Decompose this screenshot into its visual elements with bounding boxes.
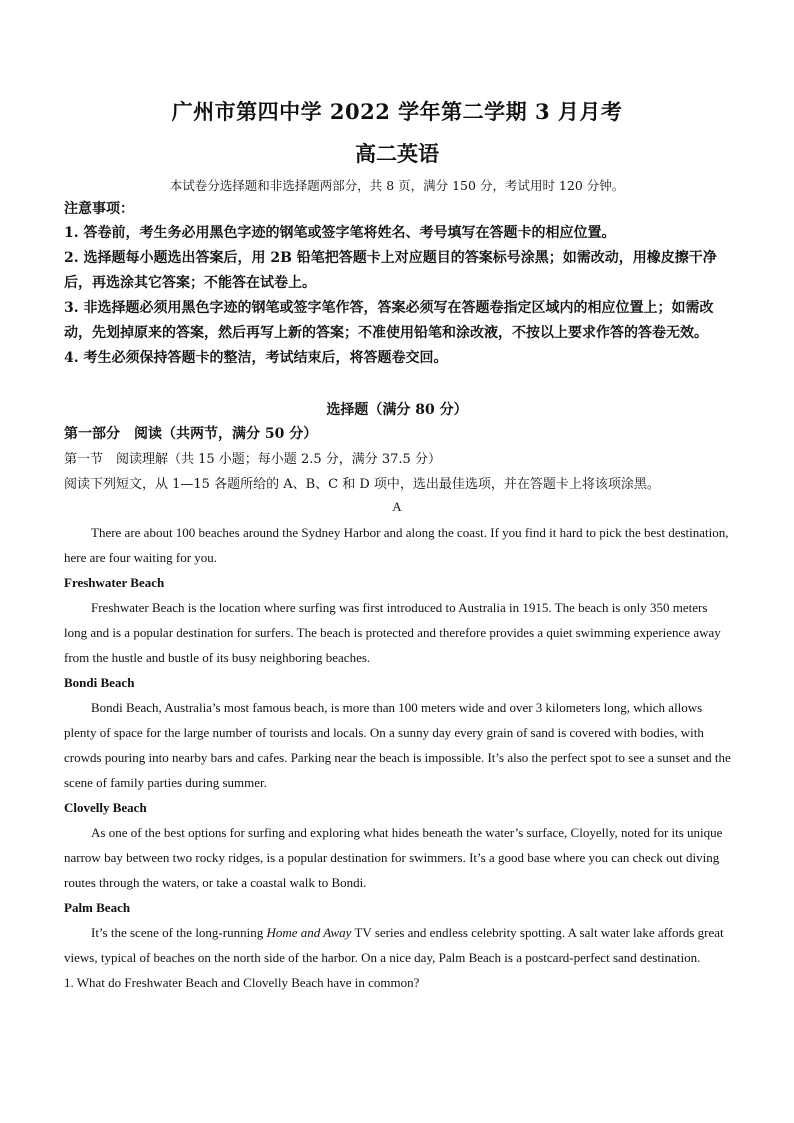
reading-passage [64,520,732,995]
reading-instruction: 阅读下列短文，从 1—15 各题所给的 A、B、C 和 D 项中，选出最佳选项，并在答题卡上将该项涂黑。 [64,477,660,492]
beach-heading: Clovelly Beach [64,800,147,815]
beach-description: As one of the best options for surfing and exploring what hides beneath the water’s surface, Cloyelly, noted for its unique narrow bay between two rocky ridges, is a popular destination for swimmers. It’s a good base where you can check out diving routes through the waters, or take a coastal walk to Bondi. [64,825,723,890]
section-title: 选择题（满分 80 分） [326,402,468,418]
beach-heading: Freshwater Beach [64,575,165,590]
exam-title: 广州市第四中学 2022 学年第二学期 3 月月考 [171,99,623,124]
part-heading: 第一部分 阅读（共两节，满分 50 分） [64,426,318,442]
passage-letter: A [392,499,402,514]
notice-item: 4. 考生必须保持答题卡的整洁，考试结束后，将答题卷交回。 [64,350,448,366]
beach-description: Bondi Beach, Australia’s most famous beach, is more than 100 meters wide and over 3 kilometers long, which allows plenty of space for the large number of tourists and locals. On a sunny day every grain of sand is covered with bodies, with crowds pouring into nearby bars and cafes. Parking near the beach is impossible. It’s also the perfect spot to see a sunset and the scene of family parties during summer. [64,700,731,790]
passage-intro: There are about 100 beaches around the Sydney Harbor and along the coast. If you find it hard to pick the best destination, here are four waiting for you. [64,525,729,565]
beach-heading: Palm Beach [64,900,131,915]
beach-description: Freshwater Beach is the location where surfing was first introduced to Australia in 1915. The beach is only 350 meters long and is a popular destination for surfers. The beach is protected and therefore provides a quiet swimming experience away from the hustle and bustle of its busy neighboring beaches. [64,600,721,665]
subsection-heading: 第一节 阅读理解（共 15 小题；每小题 2.5 分，满分 37.5 分） [64,452,441,467]
palm-text-before: It’s the scene of the long-running [91,925,267,940]
beach-heading: Bondi Beach [64,675,135,690]
beach-description [64,920,732,970]
notice-item: 1. 答卷前，考生务必用黑色字迹的钢笔或签字笔将姓名、考号填写在答题卡的相应位置。 [64,225,616,241]
tv-series-title: Home and Away [266,925,352,940]
palm-text-after: TV series and endless celebrity spotting. A salt water lake affords great views, typical of beaches on the north side of the harbor. On a nice day, Palm Beach is a postcard-perfect sand destination. [64,925,724,965]
question-1: 1. What do Freshwater Beach and Clovelly Beach have in common? [64,975,420,990]
notice-item: 3. 非选择题必须用黑色字迹的钢笔或签字笔作答，答案必须写在答题卷指定区域内的相应位置上；如需改动，先划掉原来的答案，然后再写上新的答案；不准使用铅笔和涂改液，不按以上要求作答的答卷无效。 [64,300,714,341]
exam-intro: 本试卷分选择题和非选择题两部分，共 8 页，满分 150 分，考试用时 120 分钟。 [169,178,625,193]
exam-subtitle: 高二英语 [355,141,439,166]
notice-list [64,221,732,371]
notice-item: 2. 选择题每小题选出答案后，用 2B 铅笔把答题卡上对应题目的答案标号涂黑；如需改动，用橡皮擦干净后，再选涂其它答案；不能答在试卷上。 [64,250,717,291]
notice-heading: 注意事项： [64,201,134,217]
